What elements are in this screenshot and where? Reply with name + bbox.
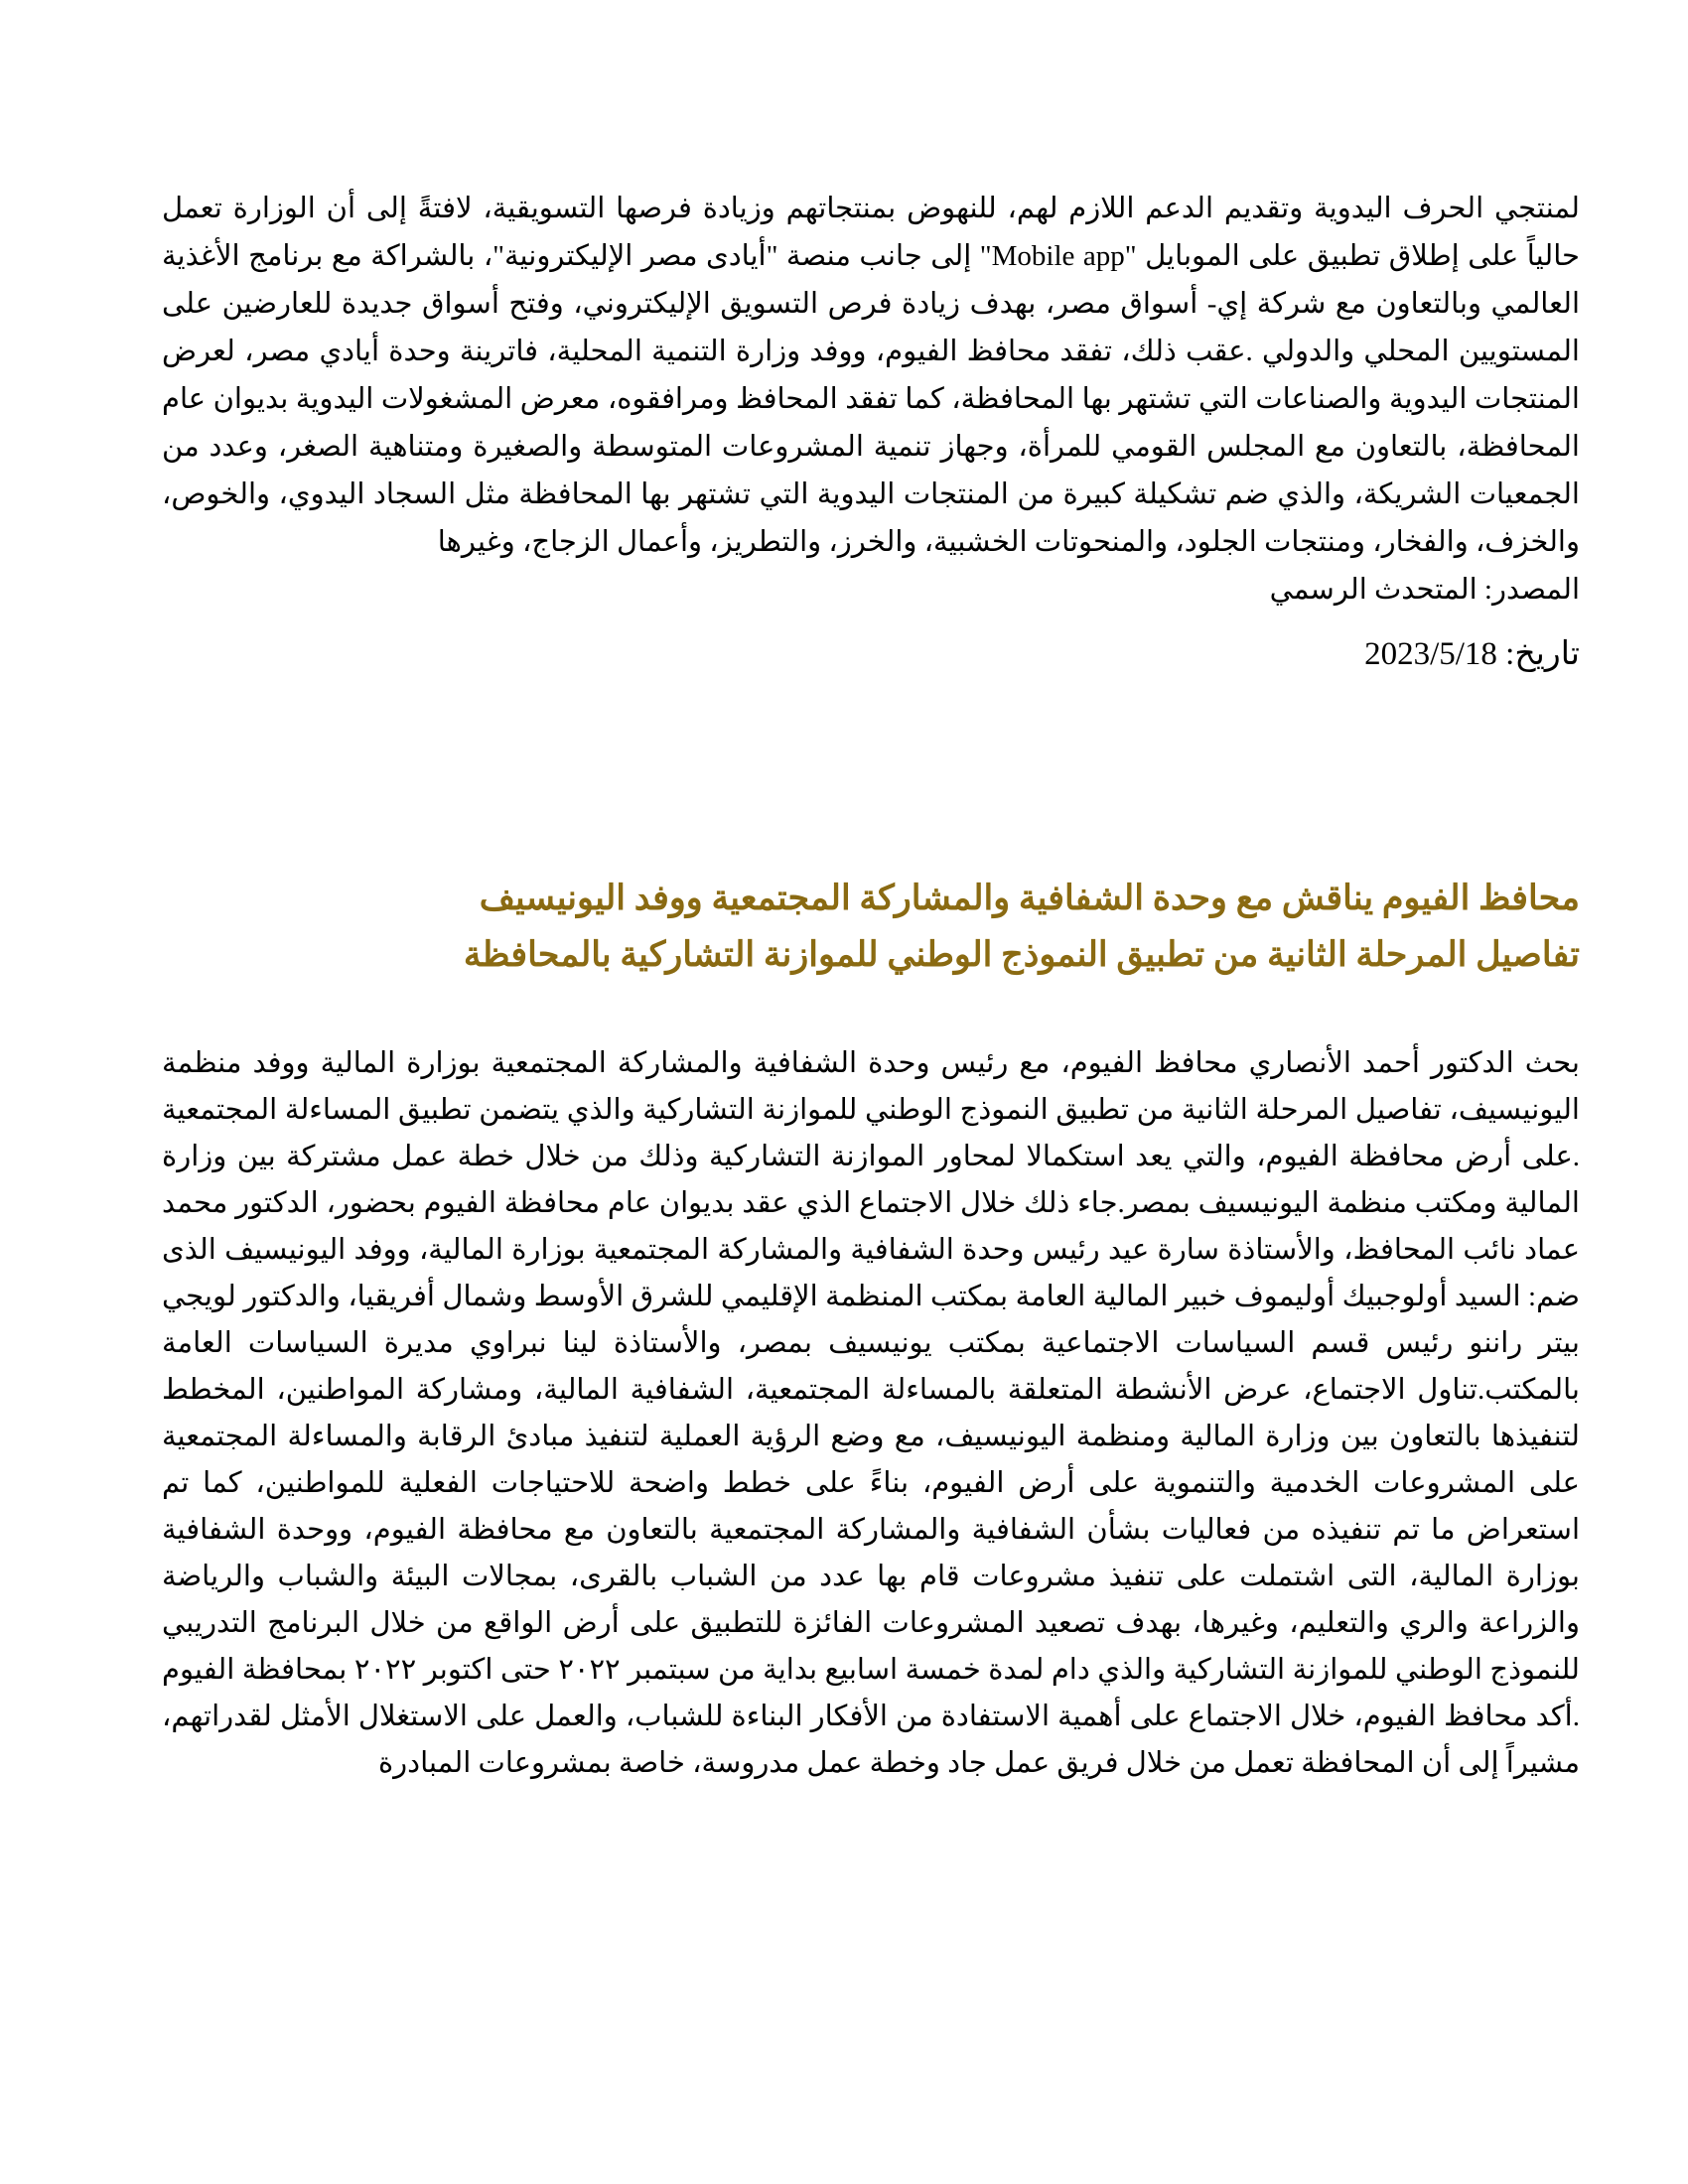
date-line: تاريخ: 2023/5/18 <box>1364 636 1580 672</box>
document-content <box>162 0 1580 1787</box>
article-title-line2: تفاصيل المرحلة الثانية من تطبيق النموذج الوطني للموازنة التشاركية بالمحافظة <box>463 935 1580 974</box>
body-paragraph: بحث الدكتور أحمد الأنصاري محافظ الفيوم، مع رئيس وحدة الشفافية والمشاركة المجتمعية بوزارة المالية ووفد منظمة اليونيسيف، تفاصيل المرحلة الثانية من تطبيق النموذج الوطني للموازنة التشاركية والذي يتضمن تطبيق المساءلة المجتمعية .على أرض محافظة الفيوم، والتي يعد استكمالا لمحاور الموازنة التشاركية وذلك من خلال خطة عمل مشتركة بين وزارة المالية ومكتب منظمة اليونيسيف بمصر.جاء ذلك خلال الاجتماع الذي عقد بديوان عام محافظة الفيوم بحضور، الدكتور محمد عماد نائب المحافظ، والأستاذة سارة عيد رئيس وحدة الشفافية والمشاركة المجتمعية بوزارة المالية، ووفد اليونيسيف الذى ضم: السيد أولوجبيك أوليموف خبير المالية العامة بمكتب المنظمة الإقليمي للشرق الأوسط وشمال أفريقيا، والدكتور لويجي بيتر راننو رئيس قسم السياسات الاجتماعية بمكتب يونيسيف بمصر، والأستاذة لينا نبراوي مديرة السياسات العامة بالمكتب.تناول الاجتماع، عرض الأنشطة المتعلقة بالمساءلة المجتمعية، الشفافية المالية، ومشاركة المواطنين، المخطط لتنفيذها بالتعاون بين وزارة المالية ومنظمة اليونيسيف، مع وضع الرؤية العملية لتنفيذ مبادئ الرقابة والمساءلة المجتمعية على المشروعات الخدمية والتنموية على أرض الفيوم، بناءً على خطط واضحة للاحتياجات الفعلية للمواطنين، كما تم استعراض ما تم تنفيذه من فعاليات بشأن الشفافية والمشاركة المجتمعية بالتعاون مع محافظة الفيوم، ووحدة الشفافية بوزارة المالية، التى اشتملت على تنفيذ مشروعات قام بها عدد من الشباب بالقرى، بمجالات البيئة والشباب والرياضة والزراعة والري والتعليم، وغيرها، بهدف تصعيد المشروعات الفائزة للتطبيق على أرض الواقع من خلال البرنامج التدريبي للنموذج الوطني للموازنة التشاركية والذي دام لمدة خمسة اسابيع بداية من سبتمبر ٢٠٢٢ حتى اكتوبر ٢٠٢٢ بمحافظة الفيوم .أكد محافظ الفيوم، خلال الاجتماع على أهمية الاستفادة من الأفكار البناءة للشباب، والعمل على الاستغلال الأمثل لقدراتهم، مشيراً إلى أن المحافظة تعمل من خلال فريق عمل جاد وخطة عمل مدروسة، خاصة بمشروعات المبادرة <box>162 1047 1580 1779</box>
source-line: المصدر: المتحدث الرسمي <box>1269 574 1580 606</box>
intro-paragraph: لمنتجي الحرف اليدوية وتقديم الدعم اللازم لهم، للنهوض بمنتجاتهم وزيادة فرصها التسويقية، لافتةً إلى أن الوزارة تعمل حالياً على إطلاق تطبيق على الموبايل "Mobile app" إلى جانب منصة "أيادى مصر الإليكترونية"، بالشراكة مع برنامج الأغذية العالمي وبالتعاون مع شركة إي- أسواق مصر، بهدف زيادة فرص التسويق الإليكتروني، وفتح أسواق جديدة للعارضين على المستويين المحلي والدولي .عقب ذلك، تفقد محافظ الفيوم، ووفد وزارة التنمية المحلية، فاترينة وحدة أيادي مصر، لعرض المنتجات اليدوية والصناعات التي تشتهر بها المحافظة، كما تفقد المحافظ ومرافقوه، معرض المشغولات اليدوية بديوان عام المحافظة، بالتعاون مع المجلس القومي للمرأة، وجهاز تنمية المشروعات المتوسطة والصغيرة ومتناهية الصغر، وعدد من الجمعيات الشريكة، والذي ضم تشكيلة كبيرة من المنتجات اليدوية التي تشتهر بها المحافظة مثل السجاد اليدوي، والخوص، والخزف، والفخار، ومنتجات الجلود، والمنحوتات الخشبية، والخرز، والتطريز، وأعمال الزجاج، وغيرها <box>162 193 1580 558</box>
article-title <box>162 870 1580 983</box>
article-title-line1: محافظ الفيوم يناقش مع وحدة الشفافية والمشاركة المجتمعية ووفد اليونيسيف <box>479 879 1580 917</box>
